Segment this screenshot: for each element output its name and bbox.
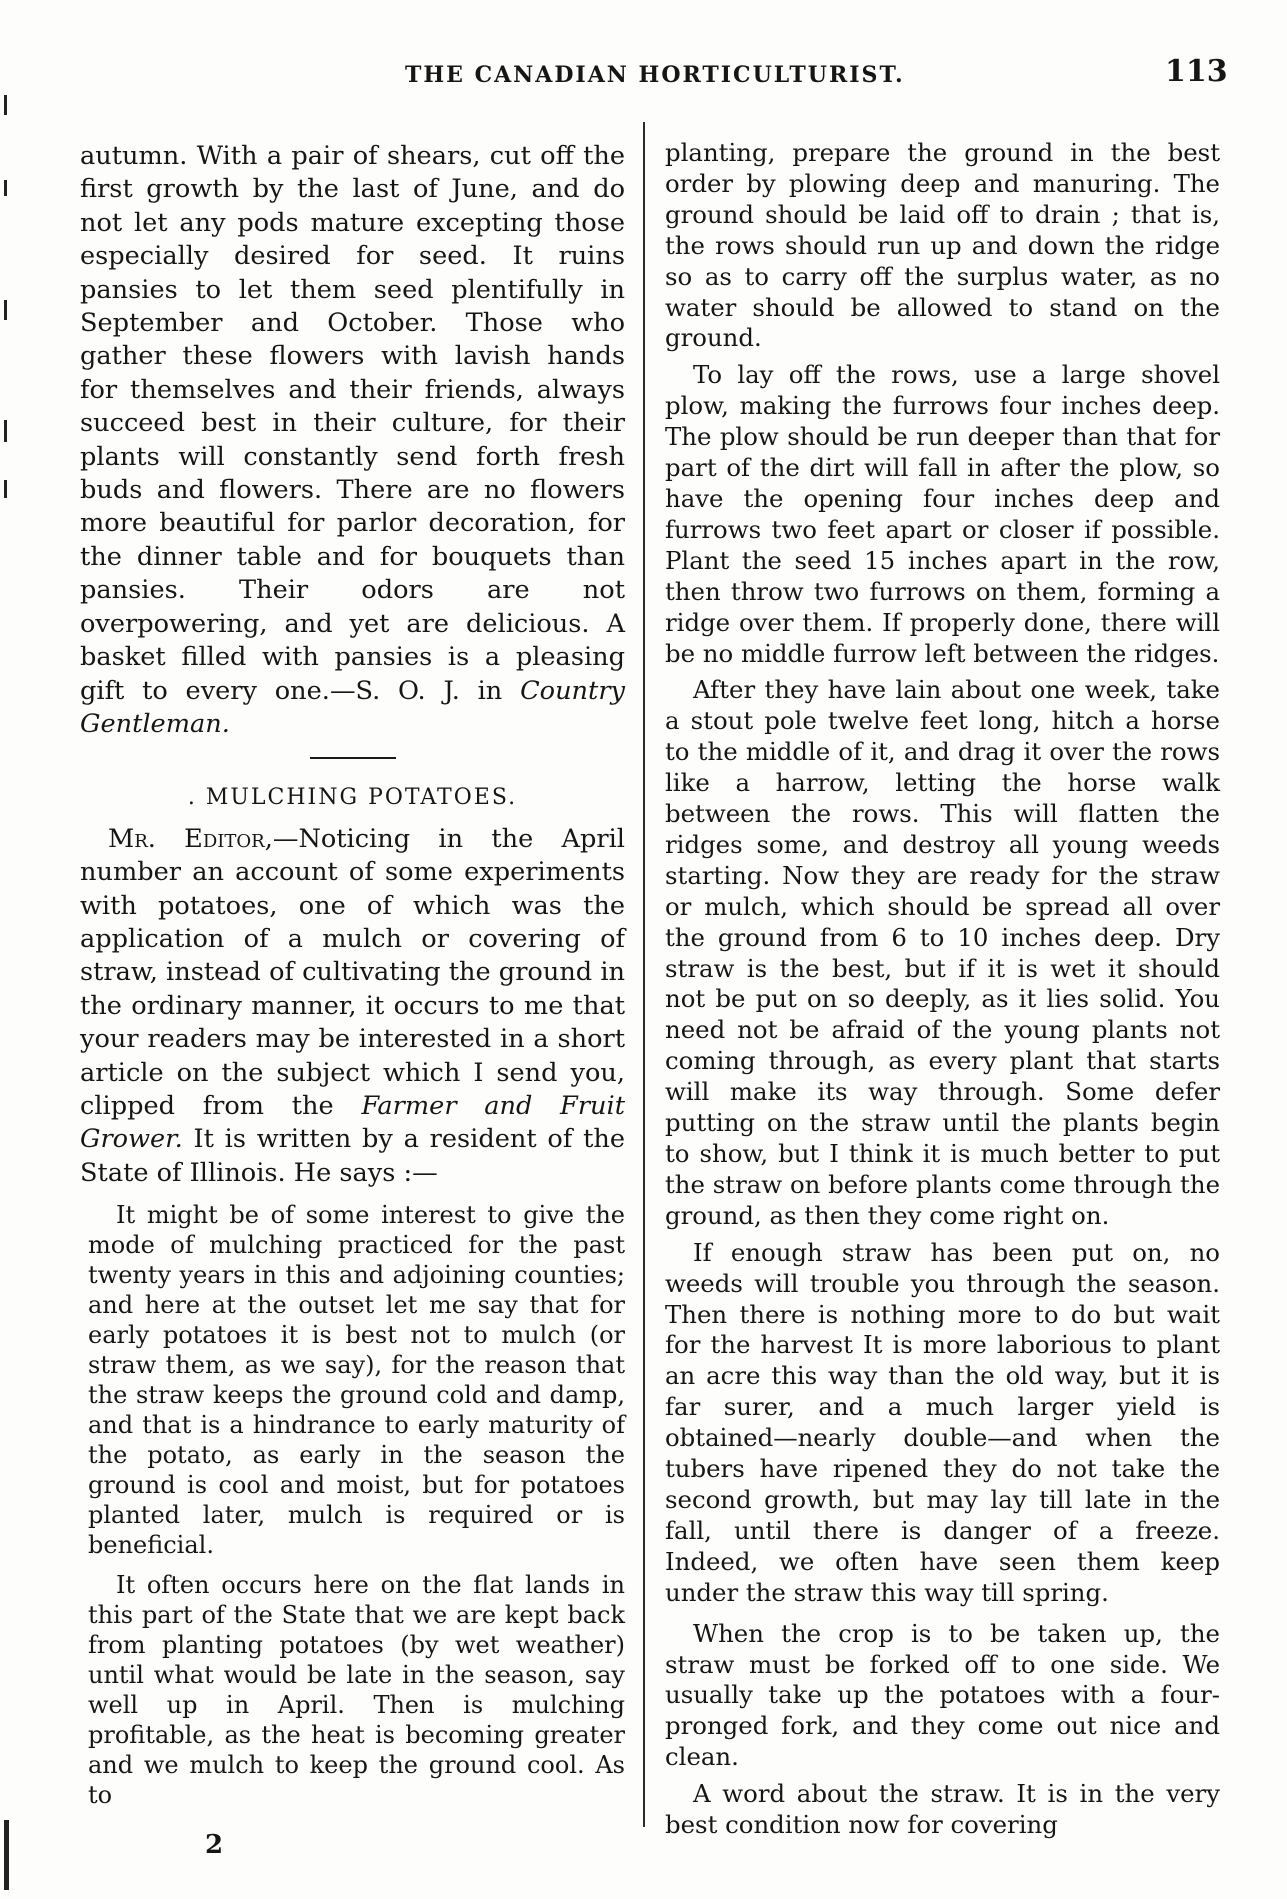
paragraph [80, 823, 625, 1190]
paragraph-text: It is written by a resident of the State of Illinois. He says :— [80, 1124, 626, 1188]
quoted-article [80, 1200, 625, 1810]
source-citation: Farmer and Fruit Grower. [80, 1090, 626, 1155]
paragraph: A word about the straw. It is in the very best condition now for covering [665, 1779, 1220, 1840]
column-divider [643, 122, 645, 1827]
running-head: THE CANADIAN HORTICULTURIST. [405, 62, 905, 88]
section-heading: . MULCHING POTATOES. [187, 785, 518, 811]
scan-margin-mark [4, 95, 7, 115]
scan-margin-mark [4, 420, 7, 442]
left-column [80, 140, 625, 1810]
scan-margin-mark [4, 480, 7, 498]
paragraph: When the crop is to be taken up, the straw must be forked off to one side. We usually take up the potatoes with a four-pronged fork, and they come out nice and clean. [665, 1618, 1220, 1772]
quoted-paragraph: It often occurs here on the flat lands in this part of the State that we are kept back from planting potatoes (by wet weather) until what would be late in the season, say well up in April. Then is mulching profitable, as the heat is becoming greater and we mulch to keep the ground cool. As to [88, 1571, 625, 1810]
page-header [0, 52, 1287, 92]
paragraph: After they have lain about one week, take a stout pole twelve feet long, hitch a horse to the middle of it, and drag it over the rows like a harrow, letting the horse walk between the rows. This will flatten the ridges some, and destroy all young weeds starting. Now they are ready for the straw or mulch, which should be spread all over the ground from 6 to 10 inches deep. Dry straw is the best, but if it is wet it should not be put on so deeply, as it lies solid. You need not be afraid of the young plants not coming through, as every plant that starts will make its way through. Some defer putting on the straw until the plants begin to show, but I think it is much better to put the straw on before plants come through the ground, as then they come right on. [665, 675, 1220, 1230]
source-citation: Country Gentleman. [80, 675, 626, 739]
paragraph [80, 140, 625, 741]
page-number: 113 [1165, 54, 1228, 89]
signature-mark: 2 [205, 1830, 224, 1860]
paragraph: If enough straw has been put on, no weeds will trouble you through the season. Then there is nothing more to do but wait for the harvest It is more laborious to plant an acre this way than the old way, but it is far surer, and a much larger yield is obtained—nearly double—and when the tubers have ripened they do not take the second growth, but may lay till late in the fall, until there is danger of a freeze. Indeed, we often have seen them keep under the straw this way till spring. [665, 1237, 1220, 1607]
scan-margin-mark [4, 1820, 9, 1890]
right-column [665, 138, 1220, 1841]
section-rule [310, 757, 396, 759]
quoted-paragraph: It might be of some interest to give the mode of mulching practiced for the past twenty years in this and adjoining counties; and here at the outset let me say that for early potatoes it is best not to mulch (or straw them, as we say), for the reason that the straw keeps the ground cold and damp, and that is a hindrance to early maturity of the potato, as early in the season the ground is cool and moist, but for potatoes planted later, mulch is required or is beneficial. [88, 1201, 625, 1560]
salutation: Mr. Editor, [108, 823, 273, 854]
paragraph-text: —Noticing in the April number an account of some experiments with potatoes, one of which was the application of a mulch or covering of straw, instead of cultivating the ground in the ordinary manner, it occurs to me that your readers may be interested in a short article on the subject which I send you, clipped from the [80, 823, 625, 1121]
scan-margin-mark [4, 300, 7, 320]
paragraph: To lay off the rows, use a large shovel plow, making the furrows four inches deep. The plow should be run deeper than that for part of the dirt will fall in after the plow, so have the opening four inches deep and furrows two feet apart or closer if possible. Plant the seed 15 inches apart in the row, then throw two furrows on them, forming a ridge over them. If properly done, there will be no middle furrow left between the ridges. [665, 360, 1220, 668]
paragraph-text: autumn. With a pair of shears, cut off the first growth by the last of June, and do not let any pods mature excepting those especially desired for seed. It ruins pansies to let them seed plentifully in September and October. Those who gather these flowers with lavish hands for themselves and their friends, always succeed best in their culture, for their plants will constantly send forth fresh buds and flowers. There are no flowers more beautiful for parlor decoration, for the dinner table and for bouquets than pansies. Their odors are not overpowering, and yet are delicious. A basket filled with pansies is a pleasing gift to every one.—S. O. J. in [80, 141, 625, 706]
scan-margin-mark [4, 180, 7, 196]
paragraph: planting, prepare the ground in the best order by plowing deep and manuring. The ground should be laid off to drain ; that is, the rows should run up and down the ridge so as to carry off the surplus water, as no water should be allowed to stand on the ground. [665, 138, 1220, 353]
